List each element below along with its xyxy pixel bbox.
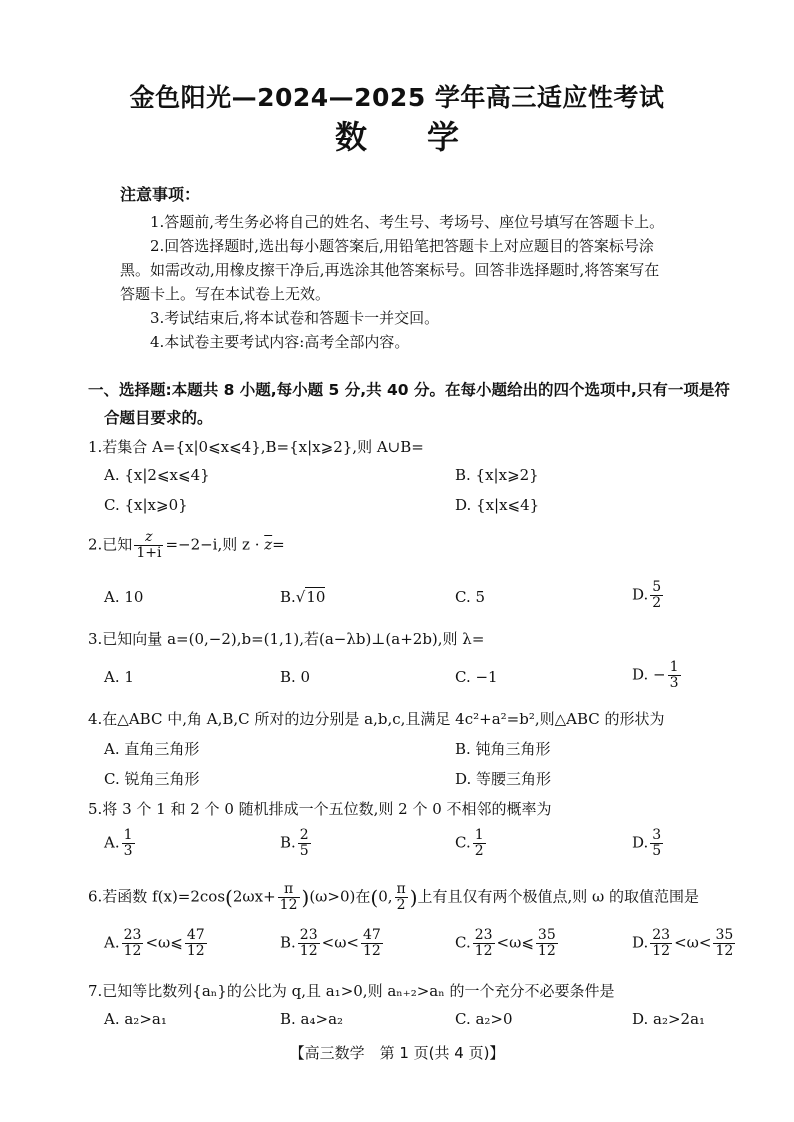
question-6-option-d [632,928,737,959]
question-5-stem: 5.将 3 个 1 和 2 个 0 随机排成一个五位数,则 2 个 0 不相邻的概率为 [88,800,552,818]
question-2-fraction [134,530,163,561]
notice-item-3: 3.考试结束后,将本试卷和答题卡一并交回。 [150,309,440,327]
question-5-option-c-den: 2 [474,843,484,859]
question-4-stem: 4.在△ABC 中,角 A,B,C 所对的边分别是 a,b,c,且满足 4c²+a²=b²,则△ABC 的形状为 [88,710,665,728]
question-6-option-c-prefix: C. [455,933,471,952]
question-4-option-d: D. 等腰三角形 [455,770,552,788]
question-5-option-a-prefix: A. [104,833,120,852]
question-5-option-a [104,828,137,859]
question-2-option-c: C. 5 [455,588,486,606]
question-2-option-a: A. 10 [104,588,144,606]
question-5-option-d-prefix: D. [632,833,649,852]
question-3-option-a: A. 1 [104,668,134,686]
question-6-stem: 6.若函数 f(x)=2cos(2ωx+ $\frac{\pi}{12}$ )(ω>0)在(0, $\frac{\pi}{2}$ )上有且仅有两个极值点,则 ω 的取值范围是 [88,881,700,913]
question-5-option-b [280,828,313,859]
question-2-option-b: B.√10 [280,588,326,606]
question-6-option-b-d2: 12 [363,943,381,959]
section-heading-line-2: 合题目要求的。 [104,409,213,427]
question-6-option-d-n2: 35 [715,927,734,943]
question-6-pi2-den: 2 [396,897,406,913]
question-5-option-b-num: 2 [299,827,309,843]
question-2-option-d-den: 2 [652,595,662,611]
notice-item-1: 1.答题前,考生务必将自己的姓名、考生号、考场号、座位号填写在答题卡上。 [150,213,665,231]
question-2-option-b-prefix: B. [280,588,296,606]
question-6-option-d-op: <ω< [674,933,712,952]
question-6-option-c-d1: 12 [474,943,493,959]
question-6-option-c-d2: 12 [537,943,556,959]
question-1-option-b: B. {x|x⩾2} [455,466,539,484]
question-5-option-a-den: 3 [123,843,133,859]
question-2-prefix: 2.已知 [88,535,133,554]
subject-title: 数学 [334,118,519,156]
question-5-option-d-den: 5 [652,843,662,859]
question-2-frac-num: z [134,530,163,546]
notice-item-2-line-3: 答题卡上。写在本试卷上无效。 [120,285,331,303]
question-6-option-d-d2: 12 [715,943,734,959]
question-6-part-2: 2ωx+ [232,887,276,906]
question-5-option-d [632,828,665,859]
question-2-option-d [632,580,665,611]
exam-title: 金色阳光—2024—2025 学年高三适应性考试 [129,83,665,112]
question-7-option-c: C. a₂>0 [455,1010,513,1028]
question-2-frac-den: 1+i [136,545,162,561]
question-3-option-d-prefix: D. − [632,665,666,684]
question-6-option-c-n2: 35 [537,927,556,943]
question-3-stem: 3.已知向量 a=(0,−2),b=(1,1),若(a−λb)⊥(a+2b),则 λ= [88,630,485,648]
question-6-pi-num: π [278,882,300,898]
question-2-end: = [272,535,285,554]
notice-heading: 注意事项： [120,185,201,204]
question-4-option-a: A. 直角三角形 [104,740,200,758]
question-7-option-b: B. a₄>a₂ [280,1010,344,1028]
question-2-option-d-num: 5 [652,579,662,595]
question-2-mid: =−2−i,则 z · [165,535,265,554]
question-6-option-b-n2: 47 [363,927,381,943]
question-6-option-b-op: <ω< [321,933,359,952]
section-heading-line-1: 一、选择题:本题共 8 小题,每小题 5 分,共 40 分。在每小题给出的四个选项中,只有一项是符 [88,381,730,399]
question-6-option-a-d1: 12 [123,943,142,959]
question-3-option-b: B. 0 [280,668,311,686]
notice-item-2-line-2: 黑。如需改动,用橡皮擦干净后,再选涂其他答案标号。回答非选择题时,将答案写在 [120,261,660,279]
question-6-option-c-op: <ω⩽ [496,933,534,952]
question-7-stem: 7.已知等比数列{aₙ}的公比为 q,且 a₁>0,则 aₙ₊₂>aₙ 的一个充分不必要条件是 [88,982,615,1000]
question-1-option-a: A. {x|2⩽x⩽4} [104,466,210,484]
question-5-option-b-prefix: B. [280,833,296,852]
question-5-option-c [455,828,488,859]
question-6-option-a-n2: 47 [186,927,205,943]
question-2-stem [88,530,285,561]
question-6-option-b-prefix: B. [280,933,296,952]
notice-item-4: 4.本试卷主要考试内容:高考全部内容。 [150,333,410,351]
question-6-option-c [455,928,560,959]
question-6-option-d-n1: 23 [652,927,671,943]
question-6-pi-den: 12 [279,897,298,913]
question-6-part-4: 0, [378,887,393,906]
question-5-option-d-num: 3 [652,827,662,843]
question-6-option-a-op: <ω⩽ [145,933,183,952]
question-5-option-c-num: 1 [474,827,484,843]
question-2-option-b-root: 10 [306,588,326,606]
question-6-part-3: (ω>0)在 [309,887,371,906]
notice-item-2-line-1: 2.回答选择题时,选出每小题答案后,用铅笔把答题卡上对应题目的答案标号涂 [150,237,654,255]
question-6-option-b [280,928,385,959]
question-6-option-c-n1: 23 [474,927,493,943]
question-6-option-a [104,928,209,959]
page-footer: 【高三数学 第 1 页(共 4 页)】 [289,1044,505,1062]
question-6-option-b-d1: 12 [299,943,318,959]
question-7-option-d: D. a₂>2a₁ [632,1010,706,1028]
question-6-part-1: 6.若函数 f(x)=2cos [88,887,226,906]
question-5-option-a-num: 1 [123,827,133,843]
question-6-option-d-d1: 12 [652,943,671,959]
question-4-option-c: C. 锐角三角形 [104,770,200,788]
question-6-option-a-n1: 23 [123,927,142,943]
question-6-option-a-prefix: A. [104,933,120,952]
question-1-option-d: D. {x|x⩽4} [455,496,540,514]
question-1-stem: 1.若集合 A={x|0⩽x⩽4},B={x|x⩾2},则 A∪B= [88,438,424,456]
question-3-option-d-den: 3 [669,675,679,691]
question-6-option-b-n1: 23 [299,927,318,943]
question-6-option-d-prefix: D. [632,933,649,952]
question-2-option-d-prefix: D. [632,585,649,604]
question-2-zbar: $\overline{z}$ [264,535,273,554]
question-6-pi2-num: π [396,881,406,897]
question-1-option-c: C. {x|x⩾0} [104,496,188,514]
question-3-option-d [632,660,683,691]
question-3-option-d-num: 1 [669,659,679,675]
question-5-option-c-prefix: C. [455,833,471,852]
question-4-option-b: B. 钝角三角形 [455,740,551,758]
question-6-option-a-d2: 12 [186,943,205,959]
question-5-option-b-den: 5 [299,843,309,859]
question-7-option-a: A. a₂>a₁ [104,1010,167,1028]
question-6-part-5: 上有且仅有两个极值点,则 ω 的取值范围是 [417,887,700,906]
question-3-option-c: C. −1 [455,668,498,686]
